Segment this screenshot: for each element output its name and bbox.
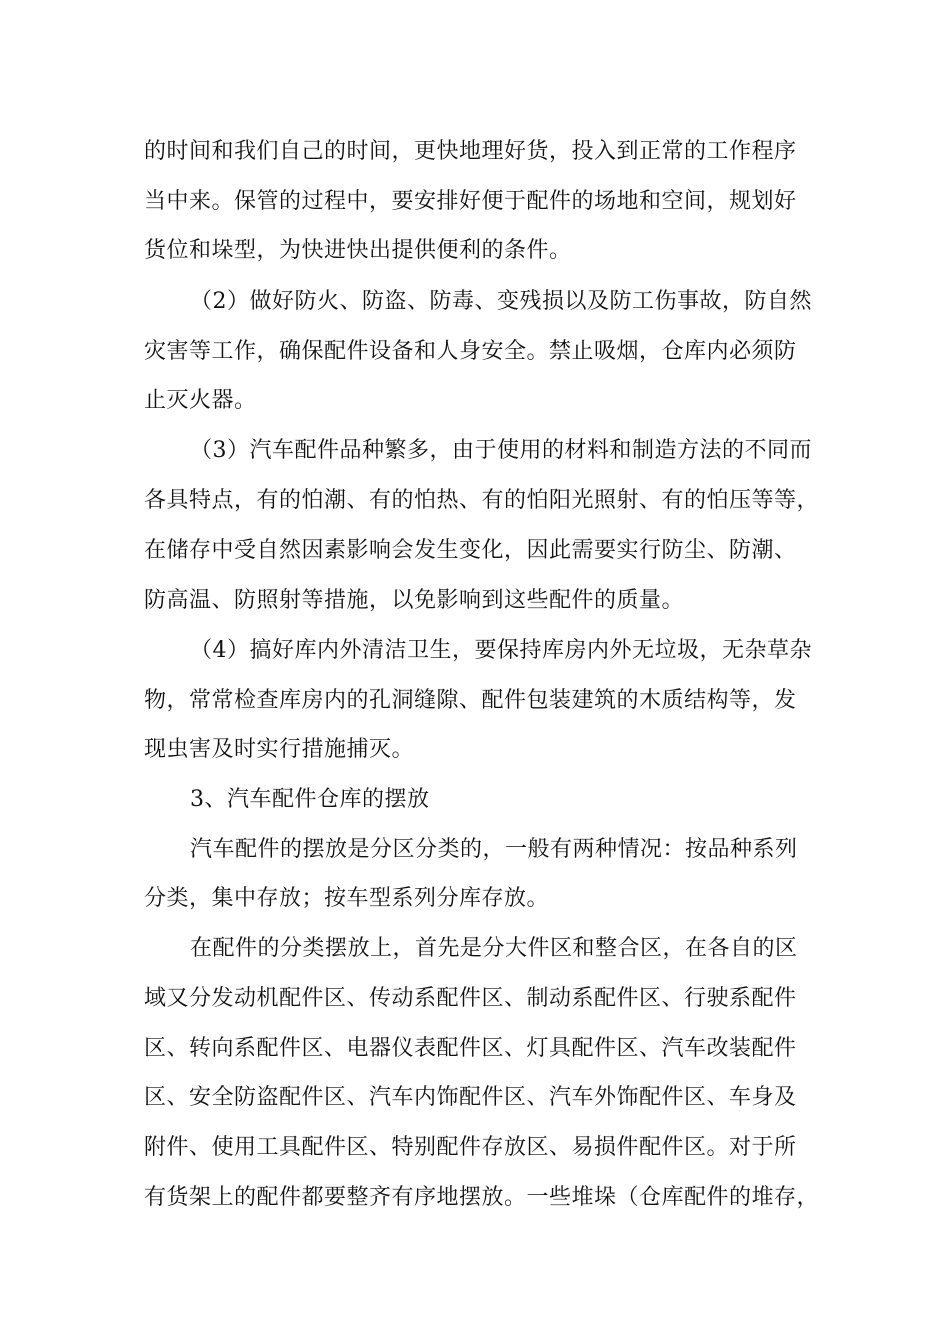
paragraph-first-line: 汽车配件的摆放是分区分类的，一般有两种情况：按品种系列 — [190, 837, 798, 862]
section-heading: 3、汽车配件仓库的摆放 — [190, 787, 430, 812]
paragraph-first-line: 在配件的分类摆放上，首先是分大件区和整合区，在各自的区 — [190, 936, 798, 961]
text-line: 域又分发动机配件区、传动系配件区、制动系配件区、行驶系配件 — [144, 986, 797, 1011]
text-line: 附件、使用工具配件区、特别配件存放区、易损件配件区。对于所 — [144, 1135, 797, 1160]
paragraph-first-line: （2）做好防火、防盗、防毒、变残损以及防工伤事故，防自然 — [190, 289, 812, 314]
text-line: 分类，集中存放；按车型系列分库存放。 — [144, 886, 550, 911]
text-line: 现虫害及时实行措施捕灭。 — [144, 737, 415, 762]
text-line: 物，常常检查库房内的孔洞缝隙、配件包装建筑的木质结构等，发 — [144, 688, 797, 713]
text-line: 各具特点，有的怕潮、有的怕热、有的怕阳光照射、有的怕压等等， — [144, 488, 820, 513]
text-line: 货位和垛型，为快进快出提供便利的条件。 — [144, 238, 572, 263]
text-line: 的时间和我们自己的时间，更快地理好货，投入到正常的工作程序 — [144, 139, 797, 164]
text-line: 有货架上的配件都要整齐有序地摆放。一些堆垛（仓库配件的堆存， — [144, 1185, 820, 1210]
text-line: 灾害等工作，确保配件设备和人身安全。禁止吸烟，仓库内必须防 — [144, 339, 797, 364]
text-line: 区、转向系配件区、电器仪表配件区、灯具配件区、汽车改装配件 — [144, 1036, 797, 1061]
text-line: 止灭火器。 — [144, 388, 257, 413]
text-line: 区、安全防盗配件区、汽车内饰配件区、汽车外饰配件区、车身及 — [144, 1085, 797, 1110]
paragraph-first-line: （3）汽车配件品种繁多，由于使用的材料和制造方法的不同而 — [190, 438, 812, 463]
paragraph-first-line: （4）搞好库内外清洁卫生，要保持库房内外无垃圾，无杂草杂 — [190, 638, 812, 663]
text-line: 防高温、防照射等措施，以免影响到这些配件的质量。 — [144, 588, 685, 613]
text-line: 在储存中受自然因素影响会发生变化，因此需要实行防尘、防潮、 — [144, 538, 797, 563]
text-line: 当中来。保管的过程中，要安排好便于配件的场地和空间，规划好 — [144, 189, 797, 214]
